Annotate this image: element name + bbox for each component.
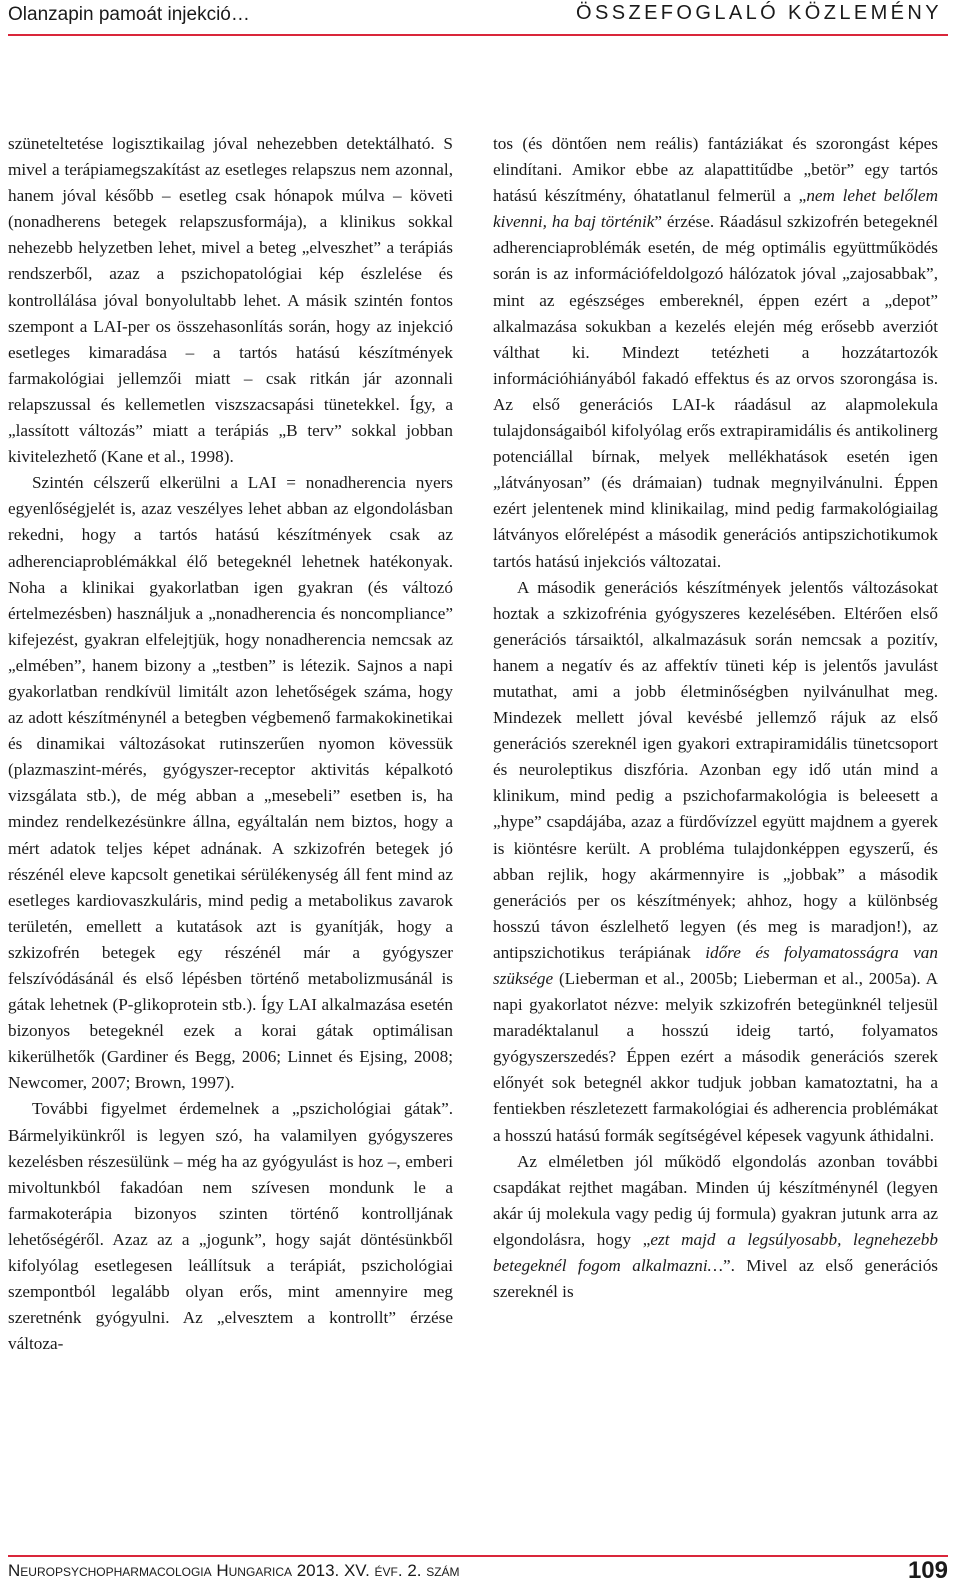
text-run: Az elméletben jól működő elgondolás azonban további csapdákat rejthet magában. Minden új készítménynél (legyen akár új molekula vagy pedig új formula) gyakran jutunk arra az elgondolásra, hogy „: [493, 1151, 938, 1249]
page-header: [0, 0, 960, 36]
header-divider: [8, 34, 948, 36]
italic-run: ezt majd a legsúlyosabb, legnehezebb betegeknél fogom alkalmazni…: [493, 1229, 938, 1276]
italic-run: időre és folyamatosságra van szüksége: [493, 942, 938, 988]
text-run: ”. Mivel az első generációs szereknél is: [493, 1256, 938, 1302]
text-run: tos (és döntően nem reális) fantáziákat és szorongást képes elindítani. Amikor ebbe az alapattitűdbe „betör” egy tartós hatású készítmény, óhatatlanul felmerül a „: [493, 134, 938, 206]
paragraph: Szintén célszerű elkerülni a LAI = nonadherencia nyers egyenlőségjelét is, azaz veszélyes lehet abban az elgondolásban rekedni, hogy a tartós hatású készítmények csak az adherenciaproblémákkal élő betegeknél lehetnek hatékonyak. Noha a klinikai gyakorlatban igen gyakran (és változó értelmezésben) használjuk a „nonadherencia és noncompliance” kifejezést, gyakran elfelejtjük, hogy nonadherencia nemcsak az „elmében”, hanem bizony a „testben” is létezik. Sajnos a napi gyakorlatban rendkívül limitált azon lehetőségek száma, hogy az adott készítménynél a betegben végbemenő farmakokinetikai és dinamikai változásokat rutinszerűen nyomon kövessük (plazmaszint-mérés, gyógyszer-receptor aktivitás képalkotó vizsgálata stb.), de még abban a „mesebeli” esetben is, ha mindez rendelkezésünkre állna, egyáltalán nem biztos, hogy a mért adatok teljes képet adnának. A szkizofrén betegek jó részénél eleve kapcsolt genetikai sérülékenység áll fent mind az esetleges kardiovaszkuláris, mind pedig a metabolikus zavarok területén, emellett a kutatások azt is gyanítják, hogy a szkizofrén betegek egy részénél már a gyógyszer felszívódásánál és első lépésben történő metabolizmusánál is gátak lehetnek (P-glikoprotein stb.). Így LAI alkalmazása esetén bizonyos betegeknél ezek a korai gátak optimálisan kikerülhetők (Gardiner és Begg, 2006; Linnet és Ejsing, 2008; Newcomer, 2007; Brown, 1997).: [8, 473, 453, 1093]
right-column: [493, 131, 938, 1305]
paragraph: [493, 575, 938, 1149]
text-run: ” érzése. Ráadásul szkizofrén betegeknél adherenciaproblémák esetén, de még optimális együttműködés során is az információfeldolgozó hálózatok jóval „zajosabbak”, mint az egészséges embereknél, éppen ezért a „depot” alkalmazása sokukban a kezelés elején még erősebb averziót válthat ki. Mindezt tetézheti a hozzátartozók információhiányából fakadó effektus és az orvos szorongása is. Az első generációs LAI-k ráadásul az alapmolekula tulajdonságaiból kifolyólag erős extrapiramidális és antikolinerg potenciállal bírnak, melyek mellékhatások esetén igen „látványosan” (és drámaian) tudnak megnyilvánulni. Éppen ezért jelentenek mind klinikailag, mind pedig farmakológiailag látványos előrelépést a második generációs antipszichotikumok tartós hatású injekciós változatai.: [493, 212, 938, 571]
paragraph: További figyelmet érdemelnek a „pszichológiai gátak”. Bármelyikünkről is legyen szó, ha valamilyen gyógyszeres kezelésben részesülünk – még ha az gyógyulást is hoz –, emberi mivoltunkból fakadóan nem szívesen mondunk le a farmakoterápia bizonyos szinten történő kontrolljának lehetőségéről. Azaz az a „jogunk”, hogy saját döntésünkből kifolyólag esetlegesen leállítsuk a terápiát, pszichológiai szempontból legalább olyan erős, mint amennyire meg szeretnénk gyógyulni. Az „elvesztem a kontrollt” érzése változa-: [8, 1099, 453, 1354]
left-column: [8, 131, 453, 1357]
page-number: 109: [907, 1557, 948, 1584]
text-run: A második generációs készítmények jelentős változásokat hoztak a szkizofrénia gyógyszeres kezelésében. Eltérően első generációs társaiktól, alkalmazásuk során nemcsak a pozitív, hanem a negatív és az affektív tüneti kép is jelentős javulást mutathat, ami a jobb életminőségben nyilvánulhat meg. Mindezek mellett jóval kevésbé jellemző rájuk az első generációs szereknél igen gyakori extrapiramidális tünetcsoport és neuroleptikus diszfória. Azonban egy idő után mind a klinikum, mind pedig a pszichofarmakológia is beleesett a „hype” csapdájába, azaz a fürdővízzel együtt majdnem a gyerek is kiöntésre került. A probléma tulajdonképpen egyszerű, és abban rejlik, hogy akármennyire is „jobbak” a második generációs per os készítmények; ahhoz, hogy a különbség hosszú távon észlelhető legyen (és meg is maradjon!), az antipszichotikus terápiának: [493, 577, 938, 962]
paragraph: [493, 131, 938, 575]
italic-run: nem lehet belőlem kivenni, ha baj történik: [493, 186, 938, 232]
page-footer: [8, 1555, 948, 1585]
footer-divider: [8, 1555, 948, 1557]
running-title: Olanzapin pamoát injekció…: [8, 4, 250, 25]
paragraph: [493, 1149, 938, 1306]
section-label: ÖSSZEFOGLALÓ KÖZLEMÉNY: [576, 2, 942, 24]
paragraph: szüneteltetése logisztikailag jóval nehezebben detektálható. S mivel a terápiamegszakítást az esetleges relapszus nem azonnal, hanem jóval később – esetleg csak hónapok múlva – követi (nonadherens betegek relapszusformája), a klinikus sokkal nehezebb helyzetben lehet, mivel a beteg „elveszhet” a terápiás rendszerből, azaz a pszichopatológiai kép észlelése és kontrollálása jóval bonyolultabb lehet. A másik szintén fontos szempont a LAI-per os összehasonlítás során, hogy az injekció esetleges kimaradása – a tartós hatású készítmények farmakológiai jellemzői miatt – csak ritkán jár azonnali relapszussal és kellemetlen viszszacsapási tünetekkel. Így, a „lassított változás” miatt a terápiás „B terv” sokkal jobban kivitelezhető (Kane et al., 1998).: [8, 134, 453, 467]
journal-citation: Neuropsychopharmacologia Hungarica 2013. XV. évf. 2. szám: [8, 1561, 460, 1580]
text-run: (Lieberman et al., 2005b; Lieberman et al., 2005a). A napi gyakorlatot nézve: melyik szkizofrén betegünknél teljesül maradéktalanul a hosszú ideig tartó, folyamatos gyógyszerszedés? Éppen ezért a második generációs szerek előnyét sok betegnél akkor tudjuk jobban kamatoztatni, ha a fentiekben részletezett farmakológiai és adherencia problémákat a hosszú hatású formák segítségével képesek vagyunk áthidalni.: [493, 969, 938, 1145]
